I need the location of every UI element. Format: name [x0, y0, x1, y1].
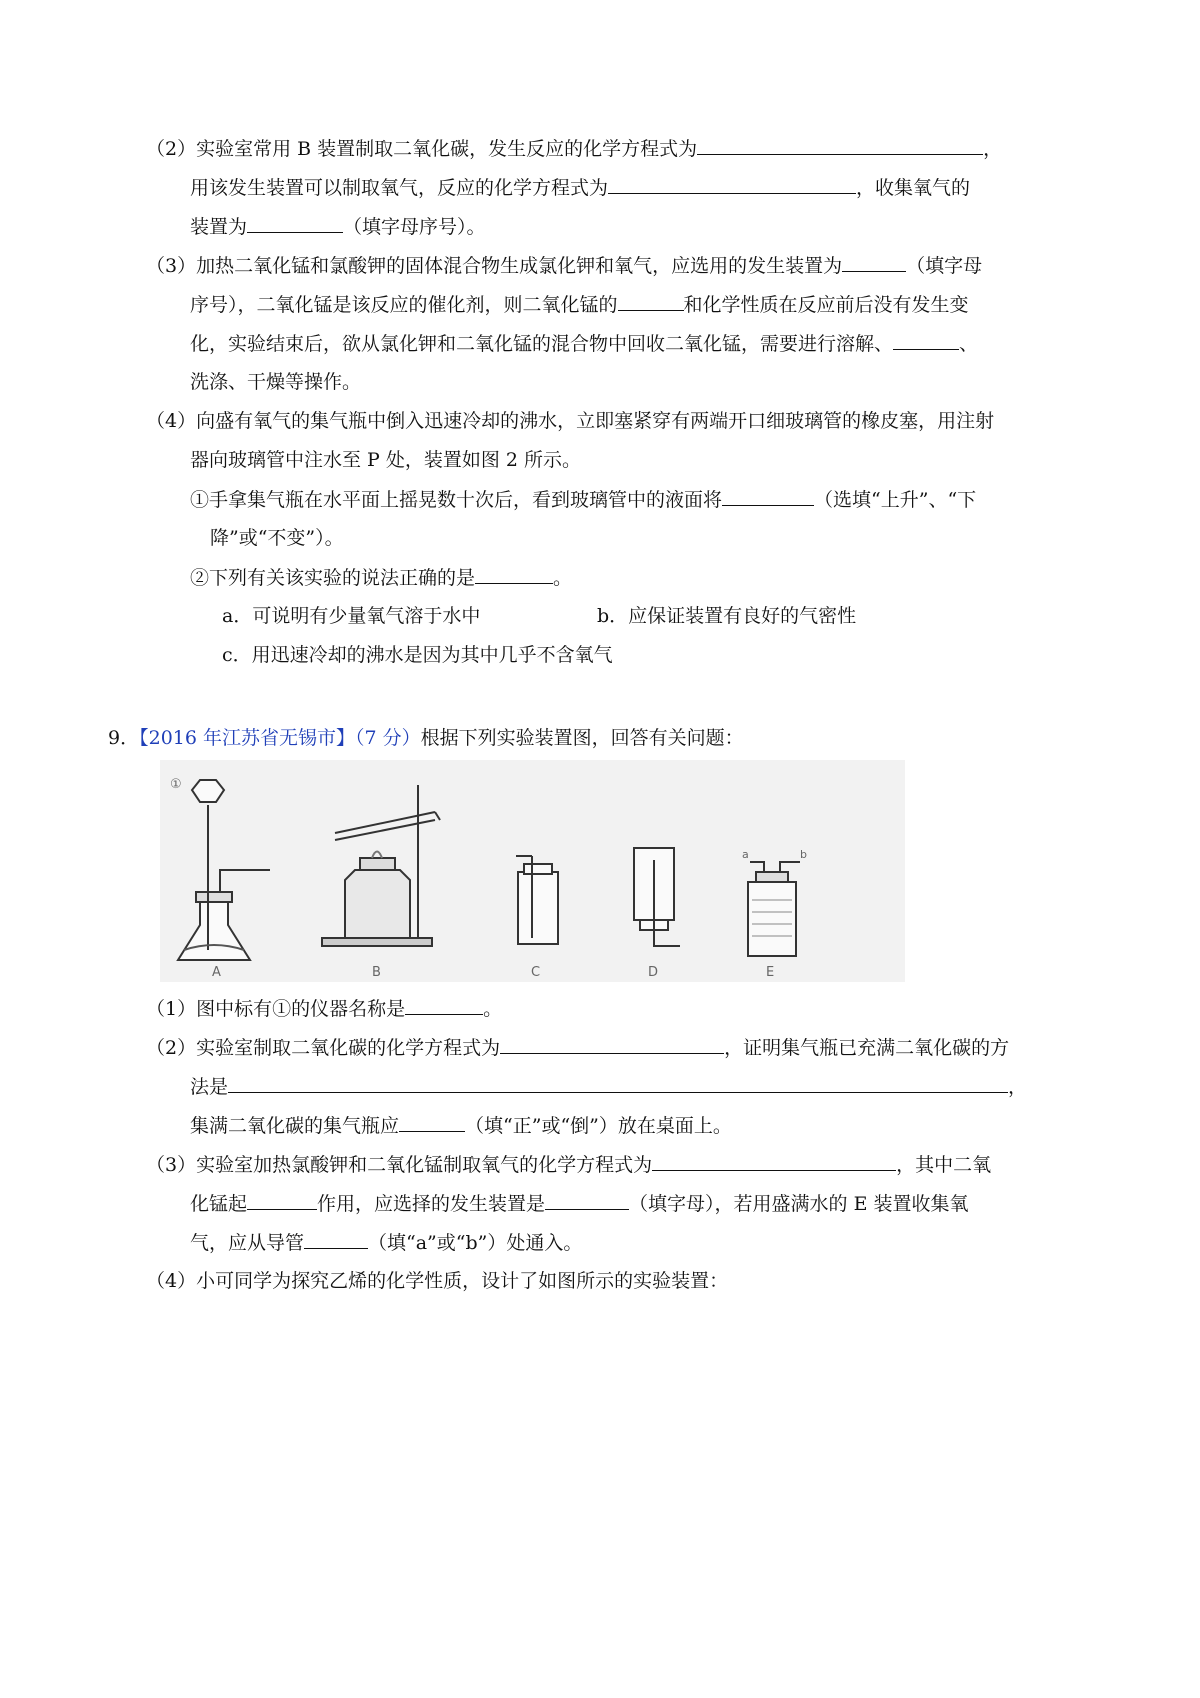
- figure-label-b: B: [372, 965, 381, 980]
- q9-p3-text: 气，应从导管: [190, 1232, 305, 1254]
- figure-label-a: A: [212, 965, 221, 980]
- figure-label-c: C: [531, 965, 541, 980]
- answer-blank[interactable]: [228, 1074, 1008, 1093]
- answer-blank[interactable]: [247, 214, 343, 233]
- q9-p2-line3: [190, 1113, 732, 1138]
- q9-p2-text: （填“正”或“倒”）放在桌面上。: [465, 1115, 732, 1137]
- answer-blank[interactable]: [722, 487, 814, 506]
- q8-p3-text: （填字母: [906, 255, 983, 277]
- source-label: 2016 年江苏省无锡市: [148, 727, 337, 749]
- figure-label-d: D: [648, 965, 659, 980]
- q9-p2-text: 集满二氧化碳的集气瓶应: [190, 1115, 400, 1137]
- q8-p3-text: （3）加热二氧化锰和氯酸钾的固体混合物生成氯化钾和氧气，应选用的发生装置为: [146, 255, 843, 277]
- q8-p2-line2: [190, 175, 970, 200]
- q9-p2-line1: [146, 1035, 1009, 1060]
- q8-p3-text: 、: [959, 333, 979, 355]
- q9-p4: （4）小可同学为探究乙烯的化学性质，设计了如图所示的实验装置：: [146, 1270, 729, 1292]
- answer-blank[interactable]: [405, 996, 483, 1015]
- answer-blank[interactable]: [475, 565, 553, 584]
- q9-p3-text: （填字母），若用盛满水的 E 装置收集氧: [629, 1193, 969, 1215]
- q8-p3-text: 和化学性质在反应前后没有发生变: [683, 294, 969, 316]
- q9-p2-line2: [190, 1074, 1027, 1099]
- q9-p3-text: ，其中二氧: [896, 1154, 992, 1176]
- q8-p4-text: 。: [553, 567, 573, 589]
- q9-p3-line3: [190, 1230, 582, 1255]
- q9-p3-text: （填“a”或“b”）处通入。: [368, 1232, 583, 1254]
- q8-p2-text: ，收集氧气的: [856, 177, 971, 199]
- q8-p4-sub2: [190, 565, 572, 590]
- q8-p2-text: 用该发生装置可以制取氧气，反应的化学方程式为: [190, 177, 609, 199]
- q8-p4-line1: （4）向盛有氧气的集气瓶中倒入迅速冷却的沸水，立即塞紧穿有两端开口细玻璃管的橡皮塞，用注射: [146, 410, 995, 432]
- q8-p3-line2: [190, 292, 969, 317]
- apparatus-diagram: [160, 760, 905, 982]
- question-number: 9．: [108, 727, 140, 749]
- answer-blank[interactable]: [545, 1191, 629, 1210]
- q8-p3-text: 化，实验结束后，欲从氯化钾和二氧化锰的混合物中回收二氧化锰，需要进行溶解、: [190, 333, 894, 355]
- q8-p4-sub1-line2: 降”或“不变”）。: [210, 527, 344, 549]
- answer-blank[interactable]: [399, 1113, 465, 1132]
- answer-blank[interactable]: [842, 253, 906, 272]
- q9-p2-text: （2）实验室制取二氧化碳的化学方程式为: [146, 1037, 501, 1059]
- q9-p3-line1: [146, 1152, 991, 1177]
- q9-p2-text: ，证明集气瓶已充满二氧化碳的方: [724, 1037, 1010, 1059]
- answer-blank[interactable]: [247, 1191, 317, 1210]
- q8-p2-line3: [190, 214, 486, 239]
- answer-blank[interactable]: [652, 1152, 896, 1171]
- q8-p3-line3: [190, 331, 978, 356]
- q8-p2-line1: [146, 136, 1002, 161]
- source-bracket-open: 【: [139, 727, 149, 749]
- tube-label-b: b: [800, 848, 807, 861]
- option-b: b．应保证装置有良好的气密性: [597, 605, 857, 627]
- figure-label-e: E: [766, 965, 775, 980]
- q8-p4-text: ①手拿集气瓶在水平面上摇晃数十次后，看到玻璃管中的液面将: [190, 489, 723, 511]
- q9-stem: 根据下列实验装置图，回答有关问题：: [420, 727, 744, 749]
- q8-p3-line1: [146, 253, 982, 278]
- q9-p3-text: 化锰起: [190, 1193, 248, 1215]
- option-a: a．可说明有少量氧气溶于水中: [222, 605, 481, 627]
- q9-p2-text: ，: [1008, 1076, 1028, 1098]
- option-c: c．用迅速冷却的沸水是因为其中几乎不含氧气: [222, 644, 613, 666]
- source-bracket-close: 】: [336, 727, 356, 749]
- q9-p3-text: 作用，应选择的发生装置是: [317, 1193, 546, 1215]
- apparatus-figure: [160, 760, 905, 982]
- answer-blank[interactable]: [304, 1230, 368, 1249]
- q8-p3-text: 序号），二氧化锰是该反应的催化剂，则二氧化锰的: [190, 294, 618, 316]
- q9-p3-text: （3）实验室加热氯酸钾和二氧化锰制取氧气的化学方程式为: [146, 1154, 653, 1176]
- q9-p2-text: 法是: [190, 1076, 229, 1098]
- q8-p2-text: （填字母序号）。: [343, 216, 486, 238]
- answer-blank[interactable]: [697, 136, 983, 155]
- q8-p4-line2: 器向玻璃管中注水至 P 处，装置如图 2 所示。: [190, 449, 582, 471]
- answer-blank[interactable]: [893, 331, 959, 350]
- q8-p2-text: ，: [983, 138, 1003, 160]
- tube-label-a: a: [742, 848, 749, 861]
- answer-blank[interactable]: [618, 292, 684, 311]
- q9-p1: [146, 996, 502, 1021]
- q8-p4-sub1-line1: [190, 487, 976, 512]
- answer-blank[interactable]: [500, 1035, 724, 1054]
- q8-p4-text: ②下列有关该实验的说法正确的是: [190, 567, 476, 589]
- q8-p3-line4: 洗涤、干燥等操作。: [190, 371, 362, 393]
- q8-p4-text: （选填“上升”、“下: [814, 489, 977, 511]
- answer-blank[interactable]: [608, 175, 856, 194]
- q8-p2-text: （2）实验室常用 B 装置制取二氧化碳，发生反应的化学方程式为: [146, 138, 698, 160]
- q9-p3-line2: [190, 1191, 968, 1216]
- score-label: （7 分）: [355, 727, 421, 749]
- q9-header: [108, 726, 744, 750]
- marker-label: ①: [170, 777, 182, 792]
- q9-p1-text: （1）图中标有①的仪器名称是: [146, 998, 406, 1020]
- q8-p2-text: 装置为: [190, 216, 248, 238]
- q9-p1-text: 。: [483, 998, 503, 1020]
